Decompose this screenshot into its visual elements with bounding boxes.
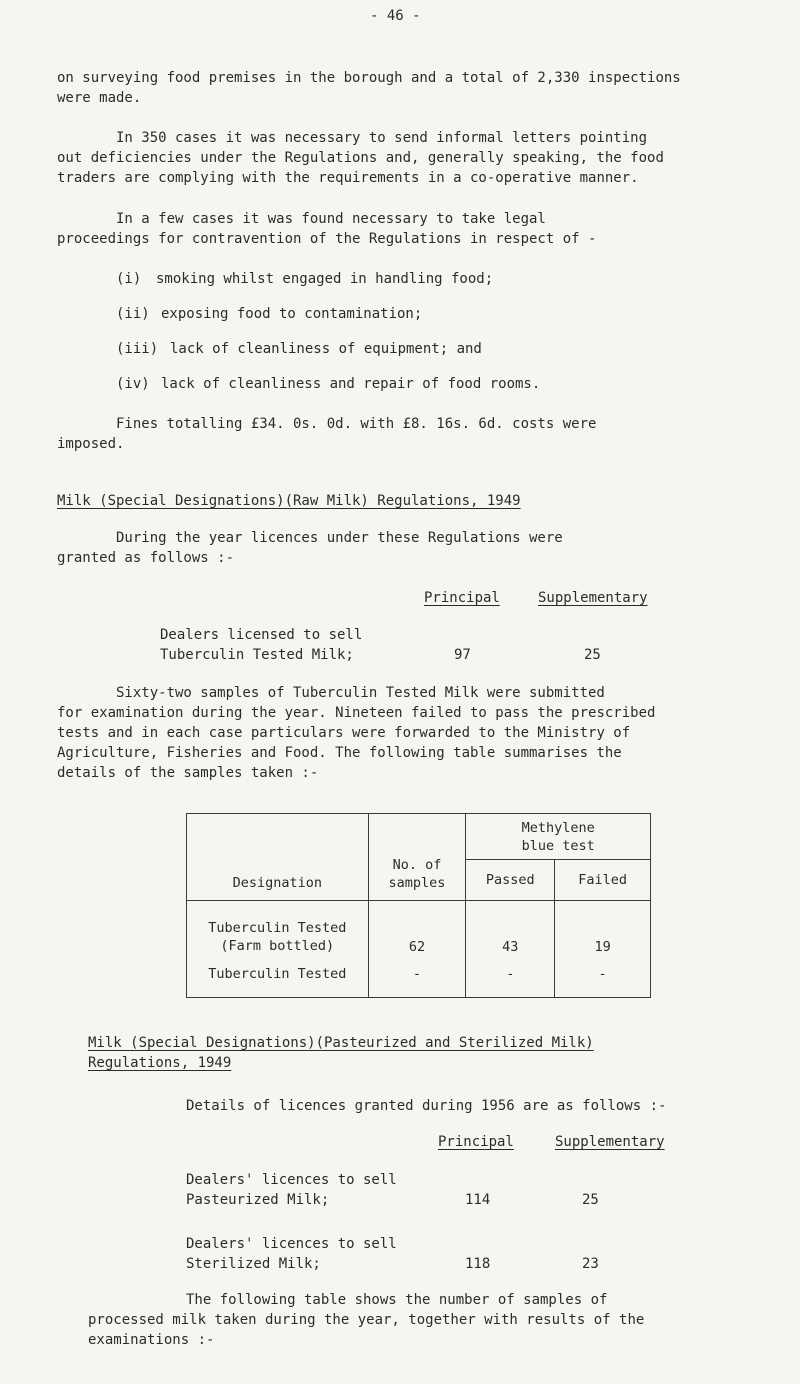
fines-line-2: imposed. <box>57 436 125 452</box>
list-item-text: lack of cleanliness and repair of food rooms. <box>161 376 541 392</box>
licence-supplementary-value: 25 <box>584 647 601 663</box>
paragraph-2-line-3: traders are complying with the requirements in a co-operative manner. <box>57 170 639 186</box>
cell-failed: 19 <box>555 901 651 966</box>
section-1-para-line-3: tests and in each case particulars were forwarded to the Ministry of <box>57 725 631 741</box>
section-1-intro-line-1: During the year licences under these Regulations were <box>116 530 563 546</box>
paragraph-2-line-2: out deficiencies under the Regulations and, generally speaking, the food <box>57 150 664 166</box>
list-item-text: exposing food to contamination; <box>161 306 423 322</box>
header-methylene-blue-test: Methylene blue test <box>466 814 651 860</box>
samples-table <box>186 813 651 998</box>
section-1-para-line-1: Sixty-two samples of Tuberculin Tested Milk were submitted <box>116 685 605 701</box>
cell-failed: - <box>555 965 651 998</box>
section-1-para-line-4: Agriculture, Fisheries and Food. The following table summarises the <box>57 745 622 761</box>
licence-row-label-line-1: Dealers' licences to sell <box>186 1172 397 1188</box>
cell-passed: 43 <box>466 901 555 966</box>
cell-samples: 62 <box>368 901 466 966</box>
table-row <box>187 901 651 966</box>
list-item-number: (iv) <box>116 376 150 392</box>
header-designation: Designation <box>187 814 369 901</box>
header-no-of-samples: No. of samples <box>368 814 466 901</box>
list-item <box>116 271 493 287</box>
paragraph-3-line-1: In a few cases it was found necessary to take legal <box>116 211 546 227</box>
cell-passed: - <box>466 965 555 998</box>
closing-line-2: processed milk taken during the year, together with results of the <box>88 1312 645 1328</box>
column-header-supplementary: Supplementary <box>538 590 648 606</box>
column-header-principal: Principal <box>438 1134 514 1150</box>
list-item <box>116 341 482 357</box>
licence-principal-value: 97 <box>454 647 471 663</box>
licence-row-label-line-1: Dealers' licences to sell <box>186 1236 397 1252</box>
column-header-supplementary: Supplementary <box>555 1134 665 1150</box>
licence-supplementary-value: 23 <box>582 1256 599 1272</box>
list-item-text: smoking whilst engaged in handling food; <box>156 271 494 287</box>
section-1-para-line-5: details of the samples taken :- <box>57 765 319 781</box>
licence-row-label-line-1: Dealers licensed to sell <box>160 627 363 643</box>
licence-supplementary-value: 25 <box>582 1192 599 1208</box>
cell-designation: Tuberculin Tested (Farm bottled) <box>187 901 369 966</box>
list-item <box>116 376 540 392</box>
licence-principal-value: 114 <box>465 1192 491 1208</box>
cell-samples: - <box>368 965 466 998</box>
section-1-para-line-2: for examination during the year. Nineteen failed to pass the prescribed <box>57 705 656 721</box>
closing-line-1: The following table shows the number of samples of <box>186 1292 608 1308</box>
paragraph-1-line-1: on surveying food premises in the borough and a total of 2,330 inspections <box>57 70 681 86</box>
list-item-number: (iii) <box>116 341 159 357</box>
page-number: - 46 - <box>370 8 421 24</box>
licence-row-label-line-2: Sterilized Milk; <box>186 1256 321 1272</box>
column-header-principal: Principal <box>424 590 500 606</box>
paragraph-2-line-1: In 350 cases it was necessary to send informal letters pointing <box>116 130 648 146</box>
list-item-number: (i) <box>116 271 142 287</box>
cell-designation: Tuberculin Tested <box>187 965 369 998</box>
paragraph-3-line-2: proceedings for contravention of the Regulations in respect of - <box>57 231 597 247</box>
table-row <box>187 965 651 998</box>
header-failed: Failed <box>555 860 651 901</box>
section-1-heading: Milk (Special Designations)(Raw Milk) Regulations, 1949 <box>57 493 521 509</box>
licence-principal-value: 118 <box>465 1256 491 1272</box>
section-2-intro: Details of licences granted during 1956 are as follows :- <box>186 1098 667 1114</box>
list-item-text: lack of cleanliness of equipment; and <box>170 341 482 357</box>
licence-row-label-line-2: Pasteurized Milk; <box>186 1192 330 1208</box>
section-2-heading-line-2: Regulations, 1949 <box>88 1055 232 1071</box>
section-2-heading-line-1: Milk (Special Designations)(Pasteurized and Sterilized Milk) <box>88 1035 594 1051</box>
section-1-intro-line-2: granted as follows :- <box>57 550 235 566</box>
fines-line-1: Fines totalling £34. 0s. 0d. with £8. 16s. 6d. costs were <box>116 416 597 432</box>
paragraph-1-line-2: were made. <box>57 90 142 106</box>
closing-line-3: examinations :- <box>88 1332 215 1348</box>
list-item-number: (ii) <box>116 306 150 322</box>
licence-row-label-line-2: Tuberculin Tested Milk; <box>160 647 354 663</box>
list-item <box>116 306 422 322</box>
table-header-row <box>187 814 651 860</box>
header-passed: Passed <box>466 860 555 901</box>
